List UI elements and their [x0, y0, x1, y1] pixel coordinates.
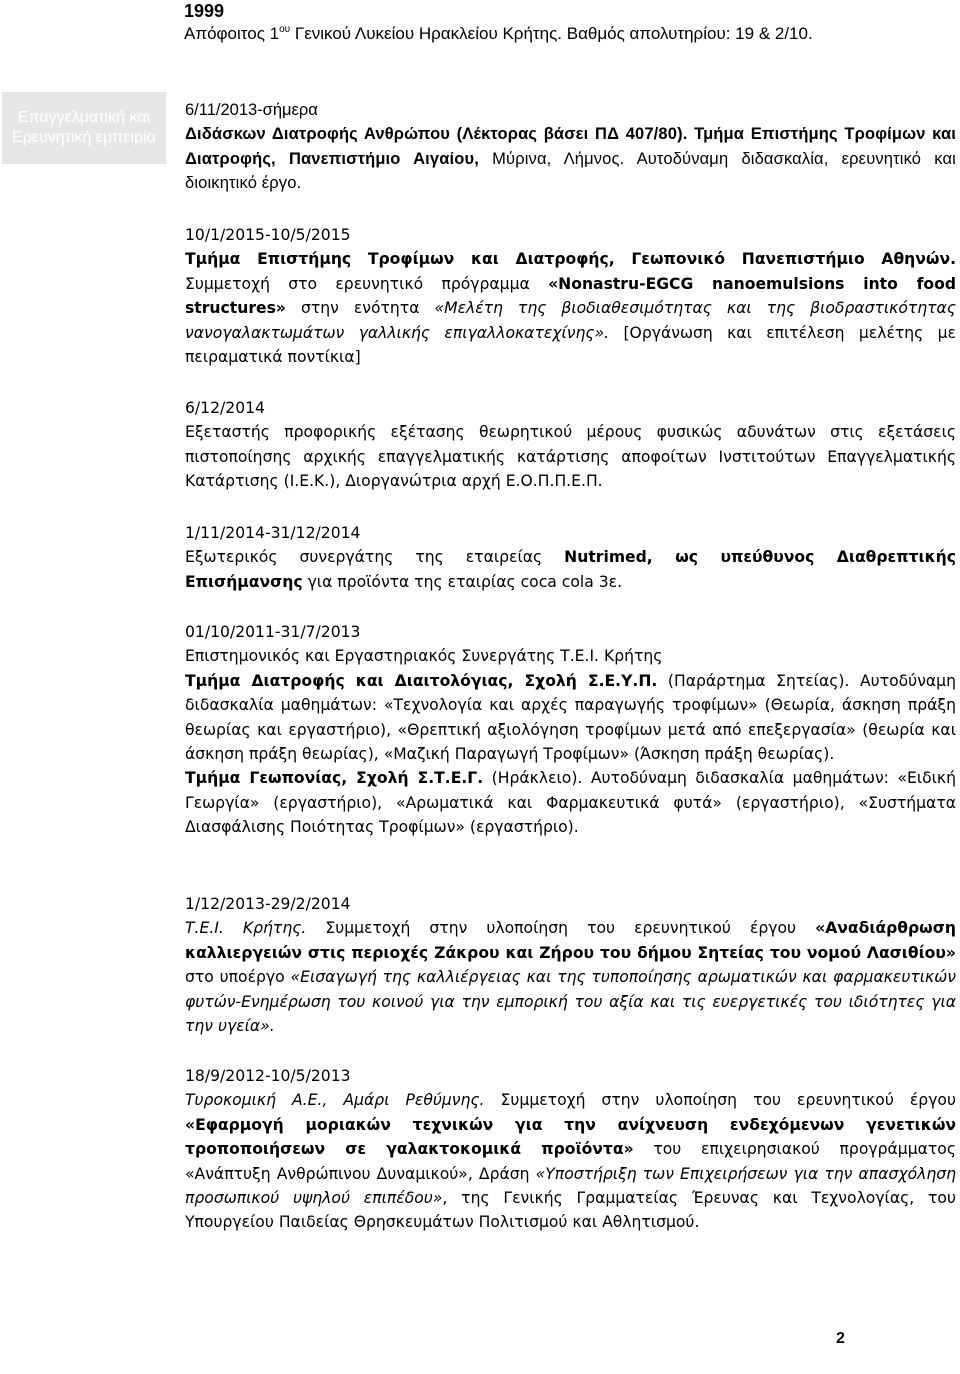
experience-entry-1	[185, 98, 956, 196]
entry-date: 1/12/2013-29/2/2014	[185, 895, 351, 913]
experience-entry-2	[185, 223, 956, 369]
entry-date: 10/1/2015-10/5/2015	[185, 226, 351, 244]
experience-entry-6	[185, 892, 956, 1038]
education-year: 1999	[184, 1, 225, 21]
entry-date: 01/10/2011-31/7/2013	[185, 623, 361, 641]
entry-body: Διδάσκων Διατροφής Ανθρώπου (Λέκτορας βάσει ΠΔ 407/80). Τμήμα Επιστήμης Τροφίμων και Διατροφής, Πανεπιστήμιο Αιγαίου, Μύρινα, Λήμνος. Αυτοδύναμη διδασκαλία, ερευνητικό και διοικητικό έργο.	[185, 125, 956, 193]
experience-entry-4	[185, 521, 956, 594]
entry-role: Επιστημονικός και Εργαστηριακός Συνεργάτης Τ.Ε.Ι. Κρήτης	[185, 647, 663, 666]
entry-body: Εξεταστής προφορικής εξέτασης θεωρητικού μέρους φυσικώς αδυνάτων στις εξετάσεις πιστοποίησης αρχικής επαγγελματικής κατάρτισης αποφοίτων Ινστιτούτων Επαγγελματικής Κατάρτισης (Ι.Ε.Κ.), Διοργανώτρια αρχή Ε.Ο.Π.Π.Ε.Π.	[185, 423, 956, 491]
entry-date: 1/11/2014-31/12/2014	[185, 524, 361, 542]
education-text: Απόφοιτος $1^{o\upsilon}$ Γενικού Λυκείου Ηρακλείου Κρήτης. Βαθμός απολυτηρίου: 19 & 2/10.	[184, 24, 813, 43]
entry-body: Τμήμα Επιστήμης Τροφίμων και Διατροφής, Γεωπονικό Πανεπιστήμιο Αθηνών. Συμμετοχή στο ερευνητικό πρόγραμμα «Nonastru-EGCG nanoemulsions into food structures» στην ενότητα «Μελέτη της βιοδιαθεσιμότητας και της βιοδραστικότητας νανογαλακτωμάτων γαλλικής επιγαλλοκατεχίνης». [Οργάνωση και επιτέλεση μελέτης με πειραματικά ποντίκια]	[185, 250, 956, 367]
experience-entry-3	[185, 396, 956, 494]
experience-entry-7	[185, 1064, 956, 1235]
entry-date: 6/11/2013-σήμερα	[185, 101, 318, 119]
experience-entry-5	[185, 620, 956, 840]
page-number: 2	[836, 1330, 845, 1347]
entry-body: Τυροκομική Α.Ε., Αμάρι Ρεθύμνης. Συμμετοχή στην υλοποίηση του ερευνητικού έργου «Εφαρμογή μοριακών τεχνικών για την ανίχνευση ενδεχόμενων γενετικών τροποποιήσεων σε γαλακτοκομικά προϊόντα» του επιχειρησιακού προγράμματος «Ανάπτυξη Ανθρώπινου Δυναμικού», Δράση «Υποστήριξη των Επιχειρήσεων για την απασχόληση προσωπικού υψηλού επιπέδου», της Γενικής Γραμματείας Έρευνας και Τεχνολογίας, του Υπουργείου Παιδείας Θρησκευμάτων Πολιτισμού και Αθλητισμού.	[185, 1091, 956, 1232]
entry-date: 6/12/2014	[185, 399, 265, 417]
entry-body: Τμήμα Διατροφής και Διαιτολόγιας, Σχολή Σ.Ε.Υ.Π. (Παράρτημα Σητείας). Αυτοδύναμη διδασκαλία μαθημάτων: «Τεχνολογία και αρχές παραγωγής τροφίμων» (Θεωρία, άσκηση πράξη θεωρίας και εργαστήριο), «Θρεπτική αξιολόγηση τροφίμων μετά από επεξεργασία» (θεωρία και άσκηση πράξη θεωρίας), «Μαζική Παραγωγή Τροφίμων» (Άσκηση πράξη θεωρίας).	[185, 671, 956, 764]
entry-body: Τ.Ε.Ι. Κρήτης. Συμμετοχή στην υλοποίηση του ερευνητικού έργου «Αναδιάρθρωση καλλιεργειών στις περιοχές Ζάκρου και Ζήρου του δήμου Σητείας του νομού Λασιθίου» στο υποέργο «Εισαγωγή της καλλιέργειας και της τυποποίησης αρωματικών και φαρμακευτικών φυτών-Ενημέρωση του κοινού για την εμπορική του αξία και τις ευεργετικές του ιδιότητες για την υγεία».	[185, 919, 956, 1036]
section-label: Επαγγελματική και Ερευνητική εμπειρία	[2, 92, 166, 164]
entry-date: 18/9/2012-10/5/2013	[185, 1067, 351, 1085]
entry-body-2: Τμήμα Γεωπονίας, Σχολή Σ.Τ.Ε.Γ. (Ηράκλειο). Αυτοδύναμη διδασκαλία μαθημάτων: «Ειδική Γεωργία» (εργαστήριο), «Αρωματικά και Φαρμακευτικά φυτά» (εργαστήριο), «Συστήματα Διασφάλισης Ποιότητας Τροφίμων» (εργαστήριο).	[185, 769, 956, 837]
education-block	[184, 0, 944, 46]
entry-body: Εξωτερικός συνεργάτης της εταιρείας Nutrimed, ως υπεύθυνος Διαθρεπτικής Επισήμανσης για προϊόντα της εταιρίας coca cola 3ε.	[185, 548, 957, 591]
